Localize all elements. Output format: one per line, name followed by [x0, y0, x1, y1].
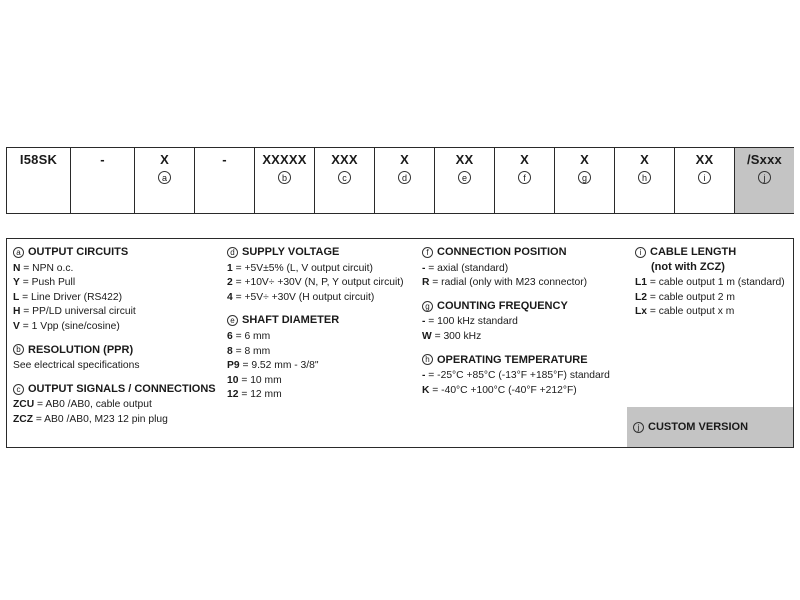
code-cell [675, 148, 735, 213]
code-cell [135, 148, 195, 213]
section-supply-voltage [227, 245, 404, 305]
code-placeholder: X [580, 152, 589, 167]
code-placeholder: - [100, 152, 105, 167]
circle-letter-badge: f [422, 247, 433, 258]
option-item [13, 262, 216, 277]
section-title: CUSTOM VERSION [648, 421, 749, 433]
code-cell [71, 148, 135, 213]
option-item [227, 388, 404, 403]
option-code: Lx [635, 306, 648, 318]
option-description: = +10V÷ +30V (N, P, Y output circuit) [232, 277, 404, 289]
option-item [13, 413, 216, 428]
code-placeholder: - [222, 152, 227, 167]
option-description: = cable output 1 m (standard) [647, 277, 785, 289]
code-placeholder: X [640, 152, 649, 167]
option-item [13, 320, 216, 335]
section-heading [227, 313, 404, 328]
section-operating-temperature [422, 353, 610, 399]
option-code: L1 [635, 277, 648, 289]
option-code: 10 [227, 374, 239, 386]
option-description: = PP/LD universal circuit [20, 306, 136, 318]
code-cell [735, 148, 794, 213]
option-item [13, 359, 216, 374]
option-description: = -25°C +85°C (-13°F +185°F) standard [425, 370, 610, 382]
option-code: ZCU [13, 399, 35, 411]
circle-letter-badge: e [227, 315, 238, 326]
code-placeholder: I58SK [19, 152, 58, 167]
option-code: ZCZ [13, 413, 34, 425]
option-description: = -40°C +100°C (-40°F +212°F) [429, 384, 577, 396]
circle-letter-badge: j [633, 422, 644, 433]
section-custom-version [627, 407, 793, 447]
section-title: SHAFT DIAMETER [242, 314, 340, 327]
option-item [635, 305, 785, 320]
option-description: See electrical specifications [13, 360, 140, 372]
circle-letter-badge: d [227, 247, 238, 258]
section-connection-position [422, 245, 610, 291]
option-item [422, 315, 610, 330]
option-description: = 6 mm [232, 330, 271, 342]
circle-letter-badge: i [635, 247, 646, 258]
circle-letter-badge: f [518, 171, 531, 184]
option-code: V [13, 320, 20, 332]
option-item [227, 262, 404, 277]
option-description: = +5V±5% (L, V output circuit) [232, 262, 373, 274]
option-code: L [13, 291, 20, 303]
section-subtitle: (not with ZCZ) [651, 260, 725, 273]
code-cell [255, 148, 315, 213]
legend-column-3 [422, 245, 610, 406]
option-code: 1 [227, 262, 233, 274]
legend-column-4 [635, 245, 785, 328]
option-item [635, 276, 785, 291]
code-placeholder: X [400, 152, 409, 167]
code-cell [375, 148, 435, 213]
option-description: = NPN o.c. [20, 262, 74, 274]
section-title: COUNTING FREQUENCY [437, 299, 568, 312]
option-item [635, 291, 785, 306]
section-heading [13, 245, 216, 260]
option-description: = AB0 /AB0, M23 12 pin plug [33, 413, 168, 425]
option-item [227, 359, 404, 374]
section-output-signals [13, 382, 216, 428]
section-heading [13, 343, 216, 358]
option-code: 4 [227, 291, 233, 303]
code-placeholder: X [520, 152, 529, 167]
code-cell [555, 148, 615, 213]
option-item [227, 276, 404, 291]
section-heading [227, 245, 404, 260]
section-heading [635, 245, 785, 260]
option-code: R [422, 277, 430, 289]
section-title: CABLE LENGTH [650, 246, 737, 258]
section-heading [422, 245, 610, 260]
option-code: K [422, 384, 430, 396]
circle-letter-badge: a [13, 247, 24, 258]
option-description: = 8 mm [232, 345, 271, 357]
code-placeholder: /Sxxx [747, 152, 782, 167]
option-code: - [422, 316, 426, 328]
section-title: OUTPUT SIGNALS / CONNECTIONS [28, 382, 216, 395]
section-counting-frequency [422, 299, 610, 345]
option-description: = 1 Vpp (sine/cosine) [19, 320, 120, 332]
option-item [227, 374, 404, 389]
code-placeholder: XX [455, 152, 474, 167]
option-description: = 12 mm [238, 389, 282, 401]
code-cell [435, 148, 495, 213]
option-item [13, 305, 216, 320]
option-code: H [13, 306, 21, 318]
option-description: = cable output x m [647, 306, 735, 318]
option-description: = axial (standard) [425, 262, 509, 274]
circle-letter-badge: d [398, 171, 411, 184]
option-description: = 9.52 mm - 3/8" [239, 360, 319, 372]
circle-letter-badge: g [578, 171, 591, 184]
option-item [227, 345, 404, 360]
option-item [227, 330, 404, 345]
option-item [422, 330, 610, 345]
option-code: L2 [635, 291, 648, 303]
section-title: RESOLUTION (PPR) [28, 343, 134, 356]
option-description: = 100 kHz standard [425, 316, 518, 328]
code-placeholder: XXXXX [262, 152, 307, 167]
option-code: Y [13, 277, 20, 289]
section-heading [13, 382, 216, 397]
option-description: = 300 kHz [431, 330, 482, 342]
option-item [13, 291, 216, 306]
circle-letter-badge: h [422, 354, 433, 365]
section-title: OPERATING TEMPERATURE [437, 353, 588, 366]
option-code: 6 [227, 330, 233, 342]
option-code: - [422, 262, 426, 274]
circle-letter-badge: c [338, 171, 351, 184]
option-code: N [13, 262, 21, 274]
code-cell [315, 148, 375, 213]
code-placeholder: X [160, 152, 169, 167]
code-cell [495, 148, 555, 213]
section-shaft-diameter [227, 313, 404, 403]
option-code: - [422, 370, 426, 382]
code-cell [615, 148, 675, 213]
section-title: CONNECTION POSITION [437, 246, 567, 258]
circle-letter-badge: a [158, 171, 171, 184]
circle-letter-badge: e [458, 171, 471, 184]
option-description: = 10 mm [238, 374, 282, 386]
circle-letter-badge: g [422, 301, 433, 312]
option-description: = radial (only with M23 connector) [429, 277, 588, 289]
code-placeholder: XXX [331, 152, 358, 167]
section-heading [422, 299, 610, 314]
option-item [227, 291, 404, 306]
option-description: = AB0 /AB0, cable output [34, 399, 152, 411]
circle-letter-badge: b [13, 344, 24, 355]
section-title: SUPPLY VOLTAGE [242, 246, 340, 258]
option-item [13, 276, 216, 291]
ordering-code-bar [6, 147, 794, 214]
option-item [422, 369, 610, 384]
option-code: 12 [227, 389, 239, 401]
option-description: = Line Driver (RS422) [19, 291, 123, 303]
code-cell [7, 148, 71, 213]
circle-letter-badge: b [278, 171, 291, 184]
code-cell [195, 148, 255, 213]
circle-letter-badge: h [638, 171, 651, 184]
legend-box [6, 238, 794, 448]
section-title: OUTPUT CIRCUITS [28, 246, 129, 258]
option-item [422, 262, 610, 277]
option-code: W [422, 330, 432, 342]
option-item [422, 384, 610, 399]
option-item [422, 276, 610, 291]
circle-letter-badge: i [698, 171, 711, 184]
section-heading [422, 353, 610, 368]
option-code: 8 [227, 345, 233, 357]
legend-column-1 [13, 245, 216, 436]
section-cable-length [635, 245, 785, 320]
legend-column-2 [227, 245, 404, 411]
option-description: = cable output 2 m [647, 291, 735, 303]
section-output-circuits [13, 245, 216, 335]
option-description: = Push Pull [19, 277, 76, 289]
option-code: P9 [227, 360, 240, 372]
section-resolution [13, 343, 216, 374]
option-code: 2 [227, 277, 233, 289]
circle-letter-badge: c [13, 384, 24, 395]
circle-letter-badge: j [758, 171, 771, 184]
code-placeholder: XX [695, 152, 714, 167]
option-description: = +5V÷ +30V (H output circuit) [232, 291, 375, 303]
option-item [13, 398, 216, 413]
